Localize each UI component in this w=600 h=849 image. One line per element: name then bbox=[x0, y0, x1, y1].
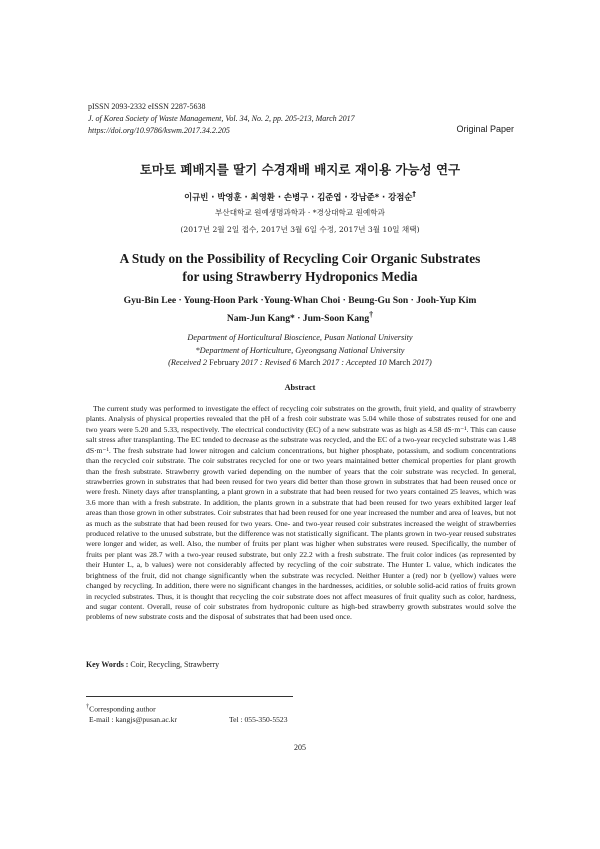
dates-part: 2017 : Accepted 10 bbox=[320, 358, 389, 367]
paper-type: Original Paper bbox=[456, 124, 514, 134]
english-title bbox=[0, 250, 600, 286]
corresponding-mark: † bbox=[86, 703, 90, 710]
page-number: 205 bbox=[294, 743, 306, 752]
english-author-names: Nam-Jun Kang* · Jum-Soon Kang bbox=[226, 313, 370, 325]
journal-header bbox=[88, 101, 355, 137]
affiliation-line: *Department of Horticulture, Gyeongsang National University bbox=[195, 346, 405, 355]
abstract-heading: Abstract bbox=[284, 383, 316, 392]
journal-citation: J. of Korea Society of Waste Management, Vol. 34, No. 2, pp. 205-213, March 2017 bbox=[88, 114, 355, 123]
contact-tel: Tel : 055-350-5523 bbox=[229, 714, 288, 724]
english-authors-line bbox=[0, 308, 600, 326]
affiliation-line: Department of Horticultural Bioscience, Pusan National University bbox=[187, 333, 413, 342]
footnote bbox=[86, 702, 288, 725]
doi-link[interactable]: https://doi.org/10.9786/kswm.2017.34.2.205 bbox=[88, 126, 230, 135]
english-authors bbox=[0, 294, 600, 326]
korean-author-names: 이규빈 · 박영훈 · 최영환 · 손병구 · 김준엽 · 강남준* · 강점순 bbox=[184, 191, 413, 202]
korean-title: 토마토 폐배지를 딸기 수경재배 배지로 재이용 가능성 연구 bbox=[139, 162, 461, 177]
english-title-line: A Study on the Possibility of Recycling Coir Organic Substrates bbox=[119, 251, 481, 266]
korean-affiliation: 부산대학교 원예생명과학과 · *경상대학교 원예학과 bbox=[215, 208, 385, 217]
contact-email[interactable]: E-mail : kangjs@pusan.ac.kr bbox=[89, 714, 177, 724]
dates-part: March bbox=[298, 358, 321, 367]
english-dates bbox=[0, 358, 600, 367]
keywords-label: Key Words : bbox=[86, 660, 129, 669]
korean-authors bbox=[0, 190, 600, 203]
english-affiliation bbox=[0, 331, 600, 357]
dates-part: 2017 : Revised 6 bbox=[239, 358, 299, 367]
contact-row bbox=[86, 715, 288, 725]
english-authors-line: Gyu-Bin Lee · Young-Hoon Park ·Young-Whan Choi · Beung-Gu Son · Jooh-Yup Kim bbox=[123, 295, 477, 306]
korean-dates: (2017년 2월 2일 접수, 2017년 3월 6일 수정, 2017년 3월 10일 채택) bbox=[180, 225, 420, 234]
dates-part: (Received 2 bbox=[168, 358, 210, 367]
corresponding-mark: † bbox=[412, 190, 416, 198]
footnote-divider bbox=[86, 696, 293, 697]
issn: pISSN 2093-2332 eISSN 2287-5638 bbox=[88, 102, 206, 111]
dates-part: February bbox=[209, 358, 240, 367]
keywords-value: Coir, Recycling, Strawberry bbox=[130, 660, 220, 669]
dates-part: March bbox=[388, 358, 411, 367]
corresponding-label: Corresponding author bbox=[89, 704, 156, 714]
corresponding-mark: † bbox=[369, 310, 374, 319]
corresponding-author bbox=[86, 702, 288, 715]
dates-part: 2017) bbox=[410, 358, 432, 367]
english-title-line: for using Strawberry Hydroponics Media bbox=[182, 269, 418, 284]
abstract-body: The current study was performed to investigate the effect of recycling coir substrates on the growth, fruit yield, and quality of strawberry plants. Analysis of physical properties revealed that the pH of a fresh coir substrate was 5.04 while those of substrates reused for one and two years were 5.20 and 5.33, respectively. The electrical conductivity (EC) of a new substrate was as high as 4.58 dS·m⁻¹. This can cause salt stress after transplanting. The EC tended to decrease as the substrate was recycled, and the EC of a two-year recycled substrate was 1.48 dS·m⁻¹. The fresh substrate had lower nitrogen and calcium concentrations, but higher phosphate, potassium, and sodium concentrations than the recycled coir substrate. The coir substrates recycled for one or two years maintained better chemical properties for plant growth than the fresh substrate. Strawberry growth varied depending on the number of years that the coir substrate was recycled. In general, strawberries grown in substrates that had been reused for two years did better than those grown in substrates that had been reused once or were fresh. Ninety days after transplanting, a plant grown in a substrate that had been reused for two years contained 25 leaves, which was 3.6 more than with a fresh substrate. In addition, the plants grown in a substrate that had been reused for two years exhibited larger leaf areas than those grown in other substrates. Coir substrates that had been reused for one year increased the number and area of leaves, but not as much as the substrate that had been reused for two years. One- and two-year reused coir substrates increased the weight of strawberries produced relative to the unused substrate, but the difference was not statistically significant. The plants grown in two-year reused substrates were longer and wider, as well. Also, the number of fruits per plant was higher when substrates were reused. Specifically, the number of fruits per plant was 28.7 with a two-year reused substrate, but only 22.2 with a fresh substrate. The fruit color indices (as represented by their Hunter L, a, b values) were not considerably affected by recycling of the coir substrate. The Hunter L value, which indicates the brightness of the fruit, did not change significantly when the substrate was recycled. Neither Hunter a (red) nor b (yellow) values were changed by recycling. In addition, there were no significant changes in the hardnesses, acidities, or soluble solid-acid ratios of fruits grown in recycled substrates. Thus, it is thought that recycling the coir substrate does not affect measures of fruit quality such as color, hardness, and sugar content. Overall, reuse of coir substrates from hydroponic culture as high-bed strawberry growth substrates would solve the problems of new substrate costs and the disposal of substrates that had been used once. bbox=[86, 404, 516, 622]
keywords bbox=[86, 660, 219, 669]
